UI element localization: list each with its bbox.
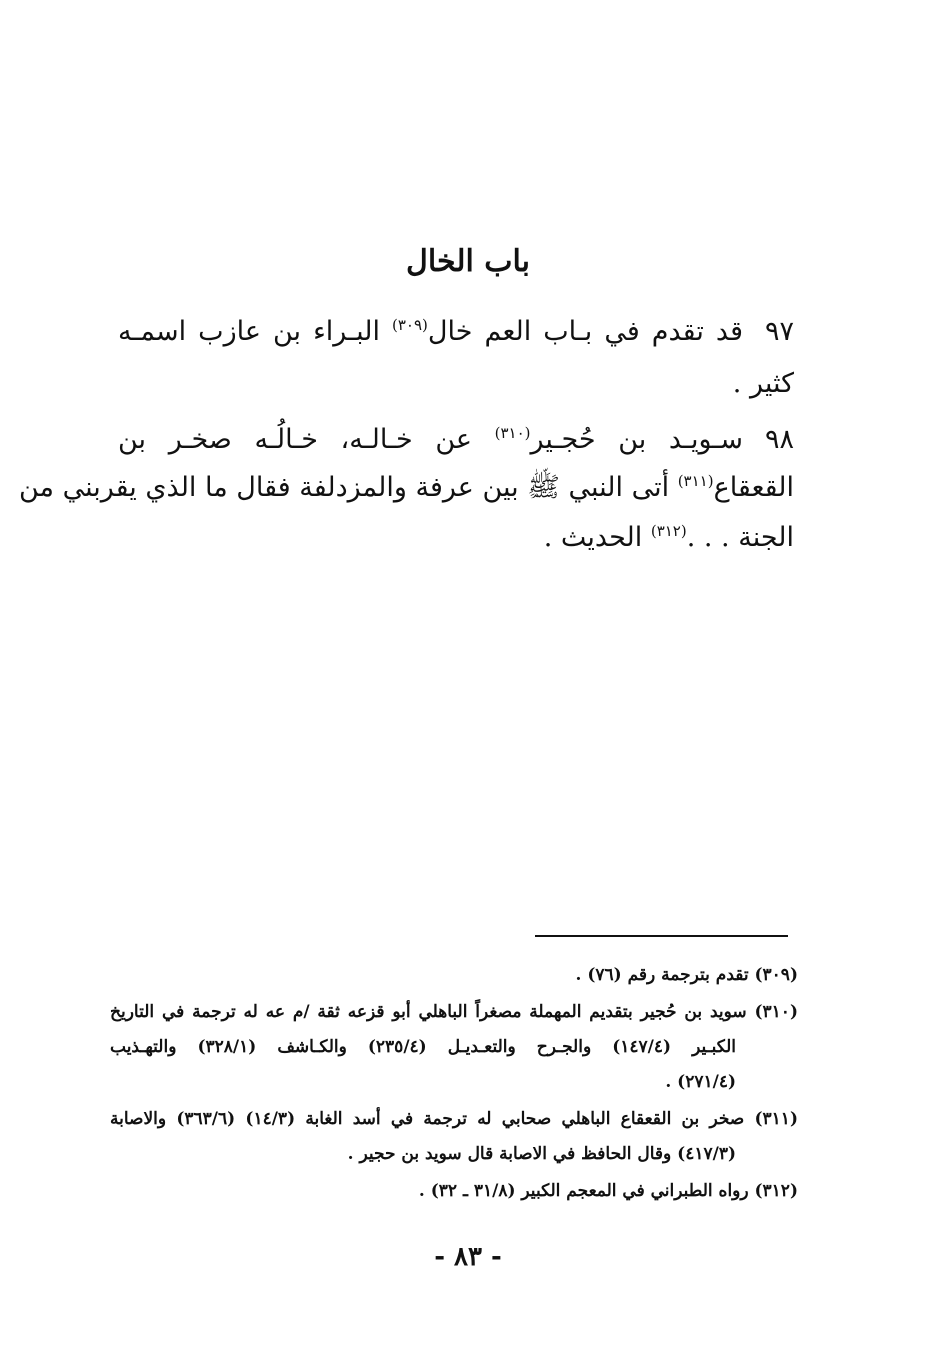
entry-line	[118, 312, 794, 352]
entry-text: عن خـالـه، خـالُـه صخـر بن	[118, 424, 495, 455]
entry-number: ٩٧	[764, 316, 794, 347]
entry-number: ٩٨	[765, 424, 795, 455]
section-heading: باب الخال	[406, 244, 530, 279]
footnote-line: (٢٧١/٤) .	[665, 1072, 736, 1092]
entry-text: سـويـد بن حُجـير	[530, 424, 743, 455]
footnote-ref: (٣٠٩)	[392, 316, 428, 334]
entry-text: الحديث .	[543, 522, 651, 553]
footnote-divider	[535, 935, 788, 937]
footnote-line: الكبـير (١٤٧/٤) والجـرح والتعـديـل (٢٣٥/٤) والكـاشف (٣٢٨/١) والتهـذيب	[110, 1037, 736, 1057]
footnote-line: (٣٠٩) تقدم بترجمة رقم (٧٦) .	[575, 965, 798, 985]
entry-line	[118, 518, 794, 558]
entry-text: قد تقدم في بـاب العم خال	[427, 316, 743, 347]
entry-line	[118, 420, 794, 460]
footnote-line: (٤١٧/٣) وقال الحافظ في الاصابة قال سويد بن حجير .	[347, 1144, 736, 1164]
entry-line	[118, 364, 794, 404]
footnote-ref: (٣١١)	[677, 472, 714, 490]
footnote-line: (٣١٢) رواه الطبراني في المعجم الكبير (٣١/٨ ـ ٣٢) .	[418, 1181, 798, 1201]
page-number: - ٨٣ -	[434, 1242, 502, 1272]
entry-text: الجنة . . .	[686, 522, 794, 553]
footnote-ref: (٣١٠)	[494, 424, 531, 442]
footnote-ref: (٣١٢)	[650, 522, 687, 540]
footnote-line: (٣١١) صخر بن القعقاع الباهلي صحابي له ترجمة في أسد الغابة (١٤/٣) (٣٦٣/٦) والاصابة	[110, 1109, 798, 1129]
entry-text: القعقاع	[713, 472, 794, 503]
footnote-line: (٣١٠) سويد بن حُجير بتقديم المهملة مصغراً الباهلي أبو قزعه ثقة /م عه له ترجمة في التاريخ	[110, 1002, 798, 1022]
entry-text: البـراء بن عازب اسمـه	[118, 316, 393, 347]
entry-text: أتى النبي ﷺ بين عرفة والمزدلفة فقال ما الذي يقربني من	[18, 472, 678, 503]
entry-text: كثير .	[732, 368, 794, 399]
entry-line	[18, 468, 794, 508]
